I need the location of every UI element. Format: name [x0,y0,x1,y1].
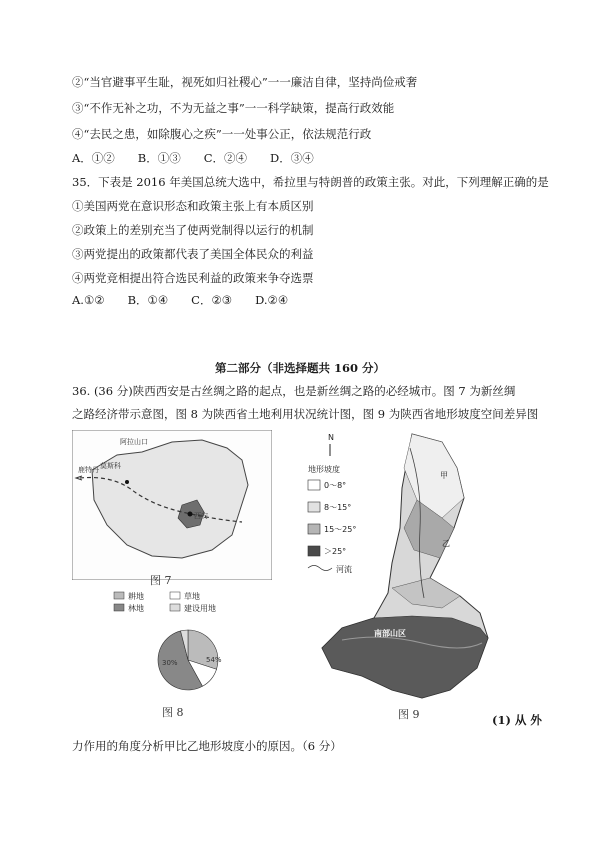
figure-8-chart [110,590,250,700]
q36-line-2: 之路经济带示意图，图 8 为陕西省土地利用状况统计图，图 9 为陕西省地形坡度空间差异图 [72,407,539,421]
slope-swatch-8-15 [308,502,320,512]
figure-7-caption: 图 7 [150,574,172,587]
slope-swatch-0-8 [308,480,320,490]
figure-8-caption: 图 8 [162,706,184,719]
fig9-label-yi: 乙 [442,539,450,548]
legend-swatch-construction [170,604,180,611]
q34-option-2: ②“当官避事平生耻，视死如归社稷心”一一廉洁自律，坚持尚俭戒奢 [72,75,418,89]
q35-item-3: ③两党提出的政策都代表了美国全体民众的利益 [72,247,314,261]
fig9-legend-0-8: 0～8° [324,481,347,490]
q35-item-2: ②政策上的差别充当了使两党制得以运行的机制 [72,223,314,237]
q35-stem: 35．下表是 2016 年美国总统大选中，希拉里与特朗普的政策主张。对此，下列理解正确的是 [72,175,549,189]
fig9-legend-15-25: 15～25° [324,525,357,534]
q34-option-4: ④“去民之患，如除腹心之疾”一一处事公正，依法规范行政 [72,127,372,141]
fig8-legend-forest: 林地 [128,604,144,613]
fig7-label-rotterdam: 鹿特丹 [78,466,99,474]
fig8-legend-grassland: 草地 [184,592,200,601]
q35-item-4: ④两党竞相提出符合选民利益的政策来争夺选票 [72,271,314,285]
q36-sub1-text: 力作用的角度分析甲比乙地形坡度小的原因。（6 分） [72,739,342,753]
q35-item-1: ①美国两党在意识形态和政策主张上有本质区别 [72,199,314,213]
fig9-legend-title: 地形坡度 [308,465,340,474]
fig8-pie-label-1: 30% [162,659,178,667]
river-legend-line [308,566,332,571]
legend-swatch-farmland [114,592,124,599]
fig8-legend-farmland: 耕地 [128,592,144,601]
figure-9-map [292,428,504,706]
q36-line-1: 36. (36 分)陕西西安是古丝绸之路的起点，也是新丝绸之路的必经城市。图 7 为新丝绸 [72,384,516,398]
fig9-label-southern-mountains: 南部山区 [374,629,406,638]
figure-7-map [72,430,272,580]
legend-swatch-forest [114,604,124,611]
fig7-label-alashankou: 阿拉山口 [120,438,148,446]
fig9-label-jia: 甲 [440,471,448,480]
q34-option-3: ③“不作无补之功，不为无益之事”一一科学缺策，提高行政效能 [72,101,395,115]
slope-swatch-25-plus [308,546,320,556]
legend-swatch-grassland [170,592,180,599]
slope-swatch-15-25 [308,524,320,534]
figure-9-caption: 图 9 [398,708,420,721]
fig7-label-moscow: 莫斯科 [100,462,121,470]
fig9-legend-8-15: 8～15° [324,503,352,512]
q34-answers: A．①② B．①③ C．②④ D．③④ [72,151,314,165]
fig7-label-xian: 西安 [194,512,208,520]
fig8-legend-construction: 建设用地 [184,604,216,613]
fig9-legend-river: 河流 [336,565,352,574]
q35-answers: A.①② B．①④ C．②③ D.②④ [72,293,289,307]
fig9-compass: N [328,433,334,442]
fig9-legend-25-plus: ＞25° [324,547,347,556]
fig8-pie-label-2: 54% [206,656,222,664]
part2-title: 第二部分（非选择题共 160 分） [214,361,385,375]
q36-sub1-label: (1) 从 外 [492,713,542,727]
